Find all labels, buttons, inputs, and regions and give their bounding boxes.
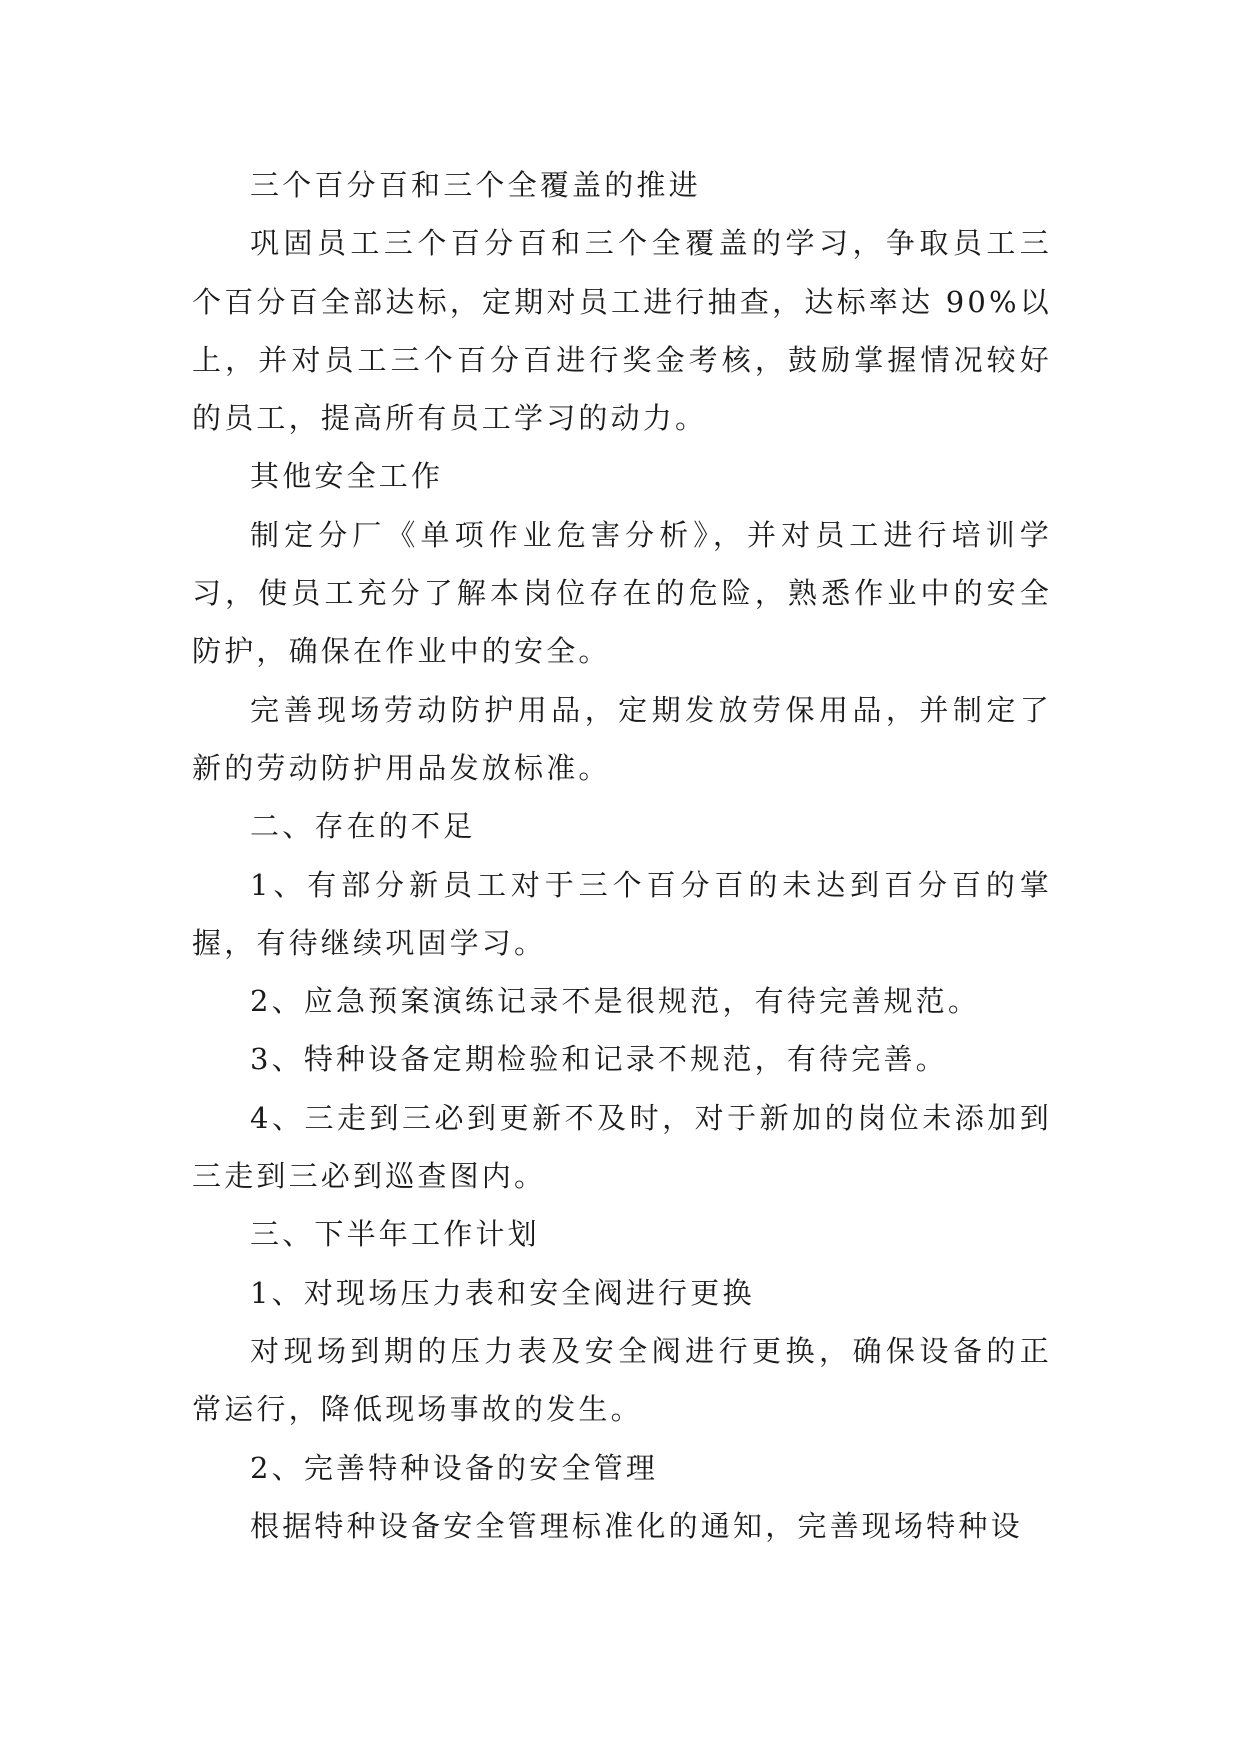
section-heading-shortcomings: 二、存在的不足 (250, 809, 476, 844)
paragraph-consolidate-study: 巩固员工三个百分百和三个全覆盖的学习，争取员工三个百分百全部达标，定期对员工进行抽查，达标率达 90%以上，并对员工三个百分百进行奖金考核，鼓励掌握情况较好的员工，提高所有员工学习的动力。 (192, 226, 1052, 436)
list-item-shortcoming-2: 2、应急预案演练记录不是很规范，有待完善规范。 (250, 984, 981, 1019)
document-body (192, 156, 1052, 1555)
heading-three-hundred-percent: 三个百分百和三个全覆盖的推进 (250, 168, 701, 202)
paragraph-hazard-analysis: 制定分厂《单项作业危害分析》，并对员工进行培训学习，使员工充分了解本岗位存在的危险，熟悉作业中的安全防护，确保在作业中的安全。 (192, 517, 1052, 669)
plan-heading-2: 2、完善特种设备的安全管理 (250, 1450, 659, 1485)
paragraph-protective-equipment: 完善现场劳动防护用品，定期发放劳保用品，并制定了新的劳动防护用品发放标准。 (192, 692, 1052, 785)
paragraph-gauge-replacement: 对现场到期的压力表及安全阀进行更换，确保设备的正常运行，降低现场事故的发生。 (192, 1333, 1052, 1427)
plan-heading-1: 1、对现场压力表和安全阀进行更换 (250, 1275, 755, 1310)
list-item-shortcoming-4: 4、三走到三必到更新不及时，对于新加的岗位未添加到三走到三必到巡查图内。 (192, 1100, 1052, 1194)
list-item-shortcoming-3: 3、特种设备定期检验和记录不规范，有待完善。 (250, 1042, 948, 1077)
section-heading-work-plan: 三、下半年工作计划 (250, 1217, 540, 1252)
list-item-shortcoming-1: 1、有部分新员工对于三个百分百的未达到百分百的掌握，有待继续巩固学习。 (192, 867, 1052, 960)
paragraph-special-equipment: 根据特种设备安全管理标准化的通知，完善现场特种设 (250, 1508, 1023, 1543)
heading-other-safety-work: 其他安全工作 (250, 459, 444, 494)
